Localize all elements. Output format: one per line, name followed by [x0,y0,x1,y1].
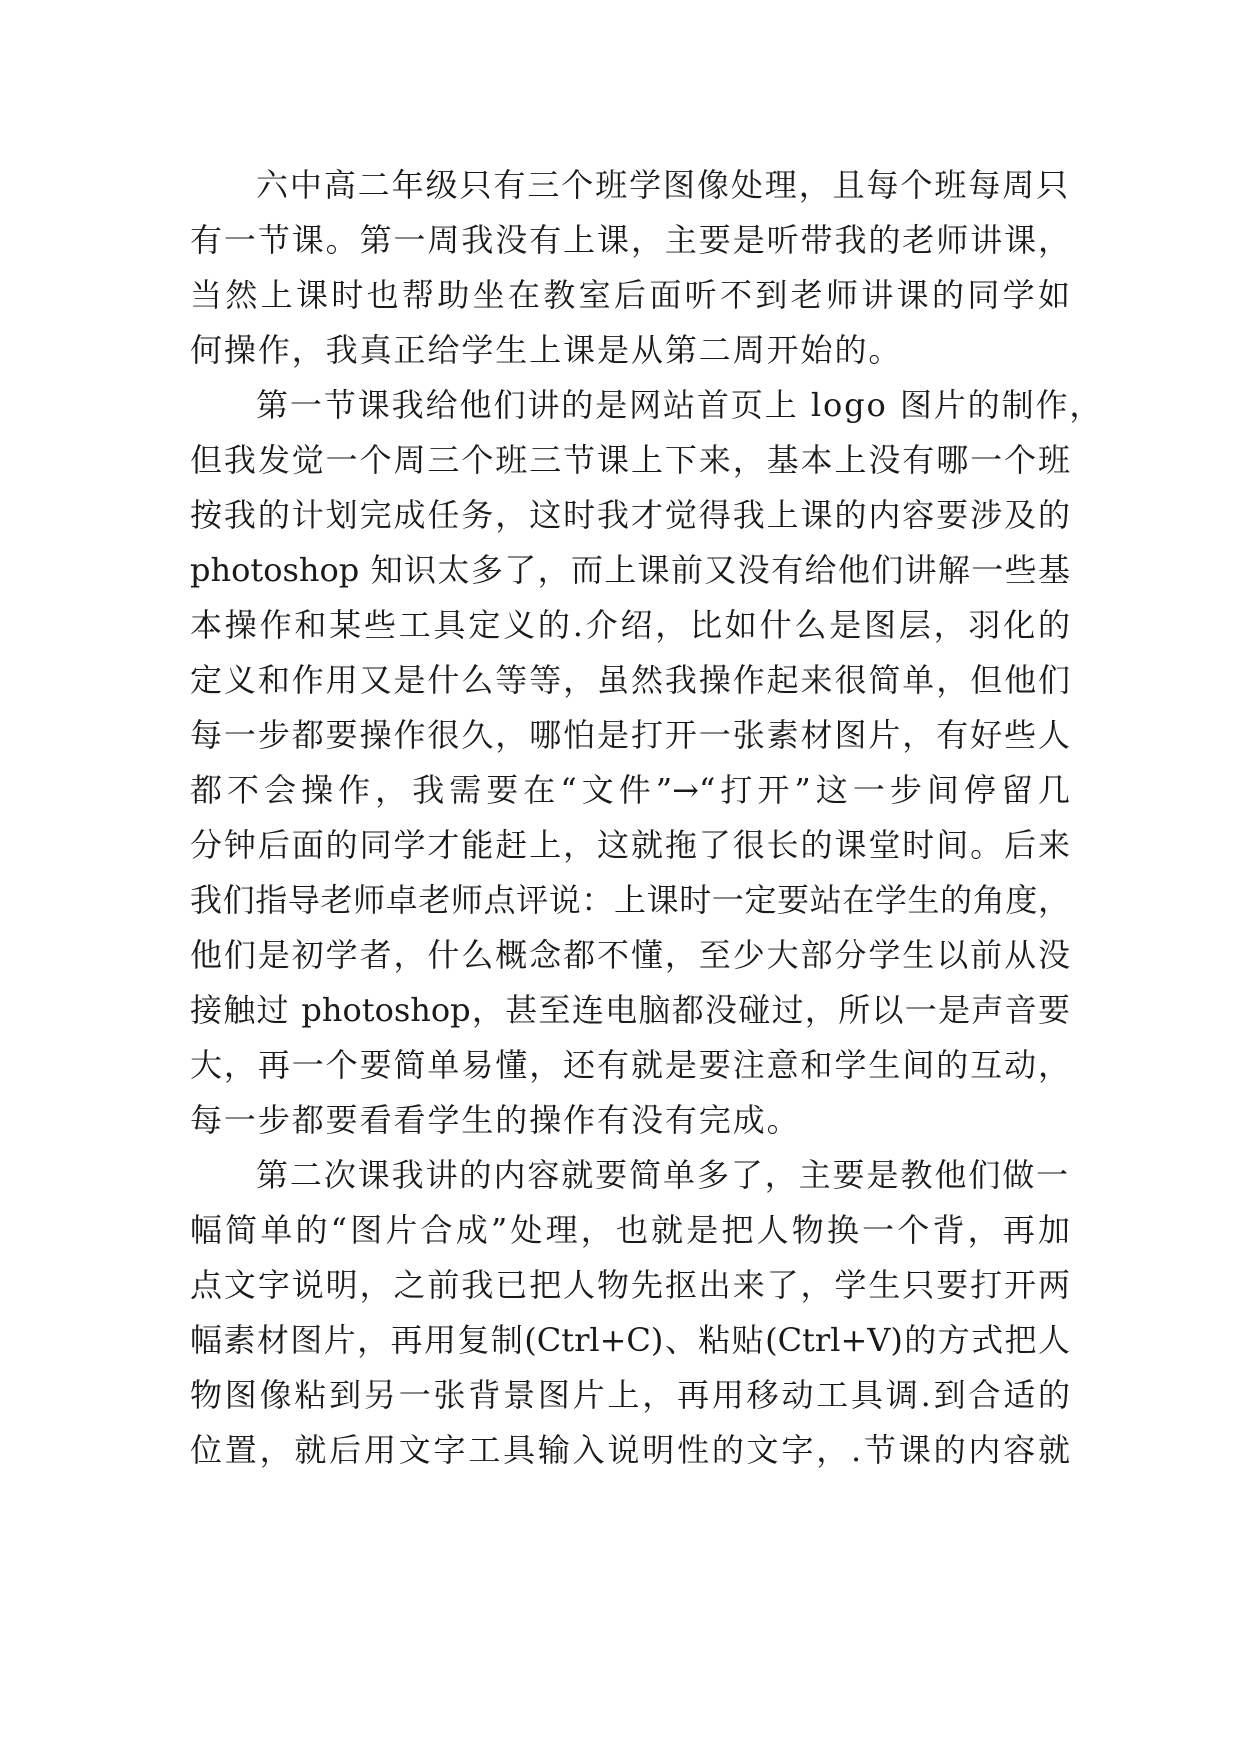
paragraph-2-line-4: photoshop 知识太多了，而上课前又没有给他们讲解一些基 [190,551,1070,589]
paragraph-2-line-3: 按我的计划完成任务，这时我才觉得我上课的内容要涉及的 [190,496,1070,534]
paragraph-1-line-4: 何操作，我真正给学生上课是从第二周开始的。 [190,331,903,369]
paragraph-2-line-11: 他们是初学者，什么概念都不懂，至少大部分学生以前从没 [190,936,1070,974]
paragraph-2-line-12: 接触过 photoshop，甚至连电脑都没碰过，所以一是声音要 [190,991,1070,1029]
paragraph-2-line-5: 本操作和某些工具定义的.介绍，比如什么是图层，羽化的 [190,606,1070,644]
paragraph-2-line-14: 每一步都要看看学生的操作有没有完成。 [190,1101,801,1139]
document-body [190,158,1104,1478]
paragraph-2-line-7: 每一步都要操作很久，哪怕是打开一张素材图片，有好些人 [190,716,1070,754]
paragraph-1-line-2: 有一节课。第一周我没有上课，主要是听带我的老师讲课， [190,221,1070,259]
paragraph-1-line-1: 六中高二年级只有三个班学图像处理，且每个班每周只 [256,166,1071,204]
paragraph-3-line-5: 物图像粘到另一张背景图片上，再用移动工具调.到合适的 [190,1376,1070,1414]
paragraph-1-line-3: 当然上课时也帮助坐在教室后面听不到老师讲课的同学如 [190,276,1070,314]
paragraph-2-line-10: 我们指导老师卓老师点评说：上课时一定要站在学生的角度， [190,881,1070,919]
paragraph-3-line-2: 幅简单的“图片合成”处理，也就是把人物换一个背，再加 [190,1211,1070,1249]
paragraph-2-line-13: 大，再一个要简单易懂，还有就是要注意和学生间的互动， [190,1046,1070,1084]
paragraph-2-line-1: 第一节课我给他们讲的是网站首页上 logo 图片的制作， [256,386,1104,424]
paragraph-2-line-8: 都不会操作，我需要在“文件”→“打开”这一步间停留几 [190,771,1070,809]
paragraph-2-line-9: 分钟后面的同学才能赶上，这就拖了很长的课堂时间。后来 [190,826,1070,864]
paragraph-3-line-4: 幅素材图片，再用复制(Ctrl+C)、粘贴(Ctrl+V)的方式把人 [190,1321,1070,1359]
paragraph-2-line-2: 但我发觉一个周三个班三节课上下来，基本上没有哪一个班 [190,441,1070,479]
paragraph-2-line-6: 定义和作用又是什么等等，虽然我操作起来很简单，但他们 [190,661,1070,699]
paragraph-3-line-3: 点文字说明，之前我已把人物先抠出来了，学生只要打开两 [190,1266,1070,1304]
paragraph-3-line-6: 位置，就后用文字工具输入说明性的文字，.节课的内容就 [190,1431,1070,1469]
paragraph-3-line-1: 第二次课我讲的内容就要简单多了，主要是教他们做一 [256,1156,1071,1194]
